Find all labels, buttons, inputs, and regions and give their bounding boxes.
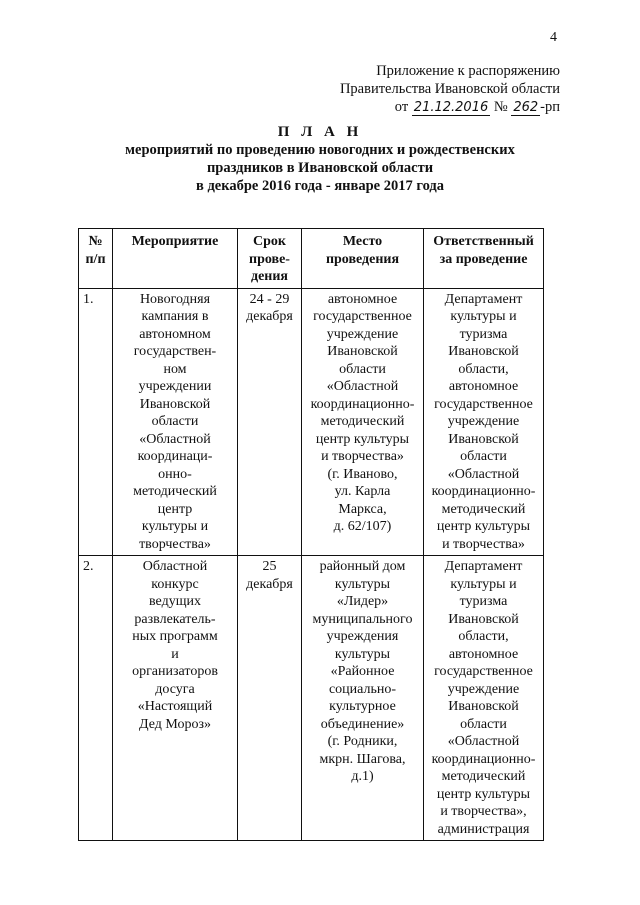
event-text-line: Новогодняя (139, 291, 211, 307)
header-date (238, 229, 302, 289)
date-text-line: 24 - 29 (249, 291, 290, 307)
title-plan: П Л А Н (277, 124, 363, 140)
event-text-line: развлекатель- (134, 611, 216, 627)
place-text-line: центр культуры (315, 431, 410, 447)
responsible-text-line: координационно- (431, 484, 536, 499)
responsible-text-line: и творчества» (442, 536, 525, 552)
responsible-text-line: культуры и (450, 576, 517, 592)
place-text-line: «Лидер» (336, 594, 389, 609)
document-title (0, 123, 640, 195)
appendix-block (340, 62, 560, 116)
header-text-line: Ответственный (433, 234, 534, 249)
responsible-text-line: Департамент (444, 559, 523, 574)
place-text-line: культуры (334, 646, 391, 662)
responsible-text-line: области, (458, 629, 509, 644)
header-text-line: проведения (325, 251, 400, 267)
cell-responsible (424, 556, 544, 841)
place-text-line: и творчества» (321, 449, 404, 464)
event-text-line: автономном (139, 326, 211, 342)
place-text-line: объединение» (320, 716, 405, 732)
header-text-line: дения (250, 269, 288, 284)
event-text-line: ных программ (132, 629, 218, 644)
responsible-text-line: координационно- (431, 751, 536, 767)
place-text-line: культурное (329, 699, 396, 714)
place-text-line: Ивановской (327, 344, 398, 359)
event-text-line: организаторов (132, 664, 218, 679)
cell-date (238, 288, 302, 556)
responsible-text-line: государственное (434, 664, 533, 679)
place-text-line: Маркса, (338, 501, 387, 517)
event-text-line: координаци- (137, 449, 213, 464)
event-text-line: «Настоящий (137, 699, 213, 714)
event-text-line: учреждении (138, 379, 212, 394)
event-text-line: методический (133, 484, 217, 499)
header-number (79, 229, 113, 289)
handwritten-date: 21.12.2016 (413, 100, 489, 115)
event-text-line: ном (163, 361, 187, 377)
appendix-line-1: Приложение к распоряжению (376, 63, 560, 79)
event-text-line: Областной (142, 559, 208, 574)
event-text-line: ведущих (149, 594, 201, 609)
page-number: 4 (550, 30, 557, 45)
responsible-text-line: центр культуры (436, 519, 531, 534)
responsible-text-line: «Областной (447, 466, 520, 482)
cell-place (302, 556, 424, 841)
responsible-text-line: туризма (459, 326, 508, 342)
date-text-line: 25 (262, 559, 277, 574)
table-row (79, 556, 544, 841)
row-number: 2. (79, 556, 113, 841)
place-text-line: координационно- (310, 396, 415, 412)
number-suffix: -рп (540, 99, 560, 115)
event-text-line: Дед Мороз» (138, 716, 211, 732)
event-text-line: государствен- (133, 344, 217, 359)
event-text-line: культуры и (141, 519, 209, 534)
responsible-text-line: администрация (437, 821, 530, 837)
responsible-text-line: методический (441, 501, 526, 517)
place-text-line: муниципального (312, 611, 413, 627)
handwritten-number: 262 (513, 100, 539, 115)
event-text-line: области (151, 414, 199, 429)
table-row (79, 288, 544, 556)
cell-event (113, 556, 238, 841)
header-text-line: за проведение (439, 251, 528, 267)
place-text-line: «Районное (330, 664, 395, 679)
date-text-line: декабря (246, 576, 293, 592)
place-text-line: районный дом (319, 559, 406, 574)
responsible-text-line: Ивановской (448, 699, 519, 714)
place-text-line: методический (320, 414, 405, 429)
responsible-text-line: и творчества», (440, 804, 527, 819)
place-text-line: д. 62/107) (333, 519, 392, 534)
cell-date (238, 556, 302, 841)
header-text-line: Срок (253, 234, 286, 249)
responsible-text-line: Департамент (444, 291, 523, 307)
cell-place (302, 288, 424, 556)
place-text-line: государственное (313, 309, 412, 324)
event-text-line: кампания в (141, 309, 209, 324)
event-text-line: творчества» (139, 536, 211, 552)
responsible-text-line: области (460, 449, 507, 464)
header-responsible (424, 229, 544, 289)
responsible-text-line: учреждение (447, 681, 520, 697)
event-text-line: «Областной (139, 431, 211, 447)
place-text-line: автономное (327, 291, 398, 307)
event-text-line: досуга (155, 681, 195, 697)
place-text-line: учреждения (326, 629, 399, 644)
number-prefix: № (493, 99, 508, 115)
place-text-line: (г. Иваново, (327, 466, 398, 482)
responsible-text-line: автономное (448, 379, 519, 394)
appendix-line-2: Правительства Ивановской области (339, 81, 560, 97)
responsible-text-line: центр культуры (436, 786, 531, 802)
responsible-text-line: «Областной (447, 734, 520, 749)
header-text-line: Место (342, 234, 383, 249)
place-text-line: (г. Родники, (327, 734, 398, 749)
place-text-line: ул. Карла (334, 484, 391, 499)
responsible-text-line: методический (441, 769, 526, 784)
place-text-line: «Областной (326, 379, 399, 394)
events-table (78, 228, 544, 841)
title-line-1: мероприятий по проведению новогодних и рождественских (125, 142, 515, 158)
cell-event (113, 288, 238, 556)
place-text-line: учреждение (326, 326, 399, 342)
event-text-line: Ивановской (139, 396, 211, 412)
event-text-line: центр (157, 501, 193, 517)
responsible-text-line: учреждение (447, 414, 520, 429)
header-text-line: п/п (85, 251, 106, 267)
place-text-line: области (339, 361, 386, 377)
responsible-text-line: культуры и (450, 309, 517, 324)
responsible-text-line: Ивановской (448, 431, 519, 447)
header-event (113, 229, 238, 289)
event-text-line: онно- (158, 466, 192, 482)
place-text-line: мкрн. Шагова, (319, 751, 406, 767)
responsible-text-line: Ивановской (448, 611, 519, 627)
place-text-line: социально- (328, 681, 397, 697)
header-text-line: Мероприятие (131, 234, 219, 249)
header-place (302, 229, 424, 289)
title-line-3: в декабре 2016 года - январе 2017 года (195, 178, 444, 194)
event-text-line: конкурс (151, 576, 199, 592)
table-header-row (79, 229, 544, 289)
responsible-text-line: Ивановской (448, 344, 519, 359)
responsible-text-line: области, (458, 361, 509, 377)
responsible-text-line: государственное (434, 396, 533, 412)
date-text-line: декабря (246, 309, 293, 324)
table-body (79, 288, 544, 841)
responsible-text-line: туризма (459, 594, 508, 609)
header-text-line: прове- (249, 251, 290, 267)
date-prefix: от (394, 99, 409, 115)
appendix-line-3 (340, 98, 560, 116)
place-text-line: д.1) (351, 769, 374, 784)
row-number: 1. (79, 288, 113, 556)
place-text-line: культуры (334, 576, 391, 592)
title-line-2: праздников в Ивановской области (206, 160, 434, 176)
header-text-line: № (88, 234, 103, 249)
responsible-text-line: области (460, 716, 507, 732)
responsible-text-line: автономное (448, 646, 519, 662)
cell-responsible (424, 288, 544, 556)
event-text-line: и (171, 646, 179, 662)
